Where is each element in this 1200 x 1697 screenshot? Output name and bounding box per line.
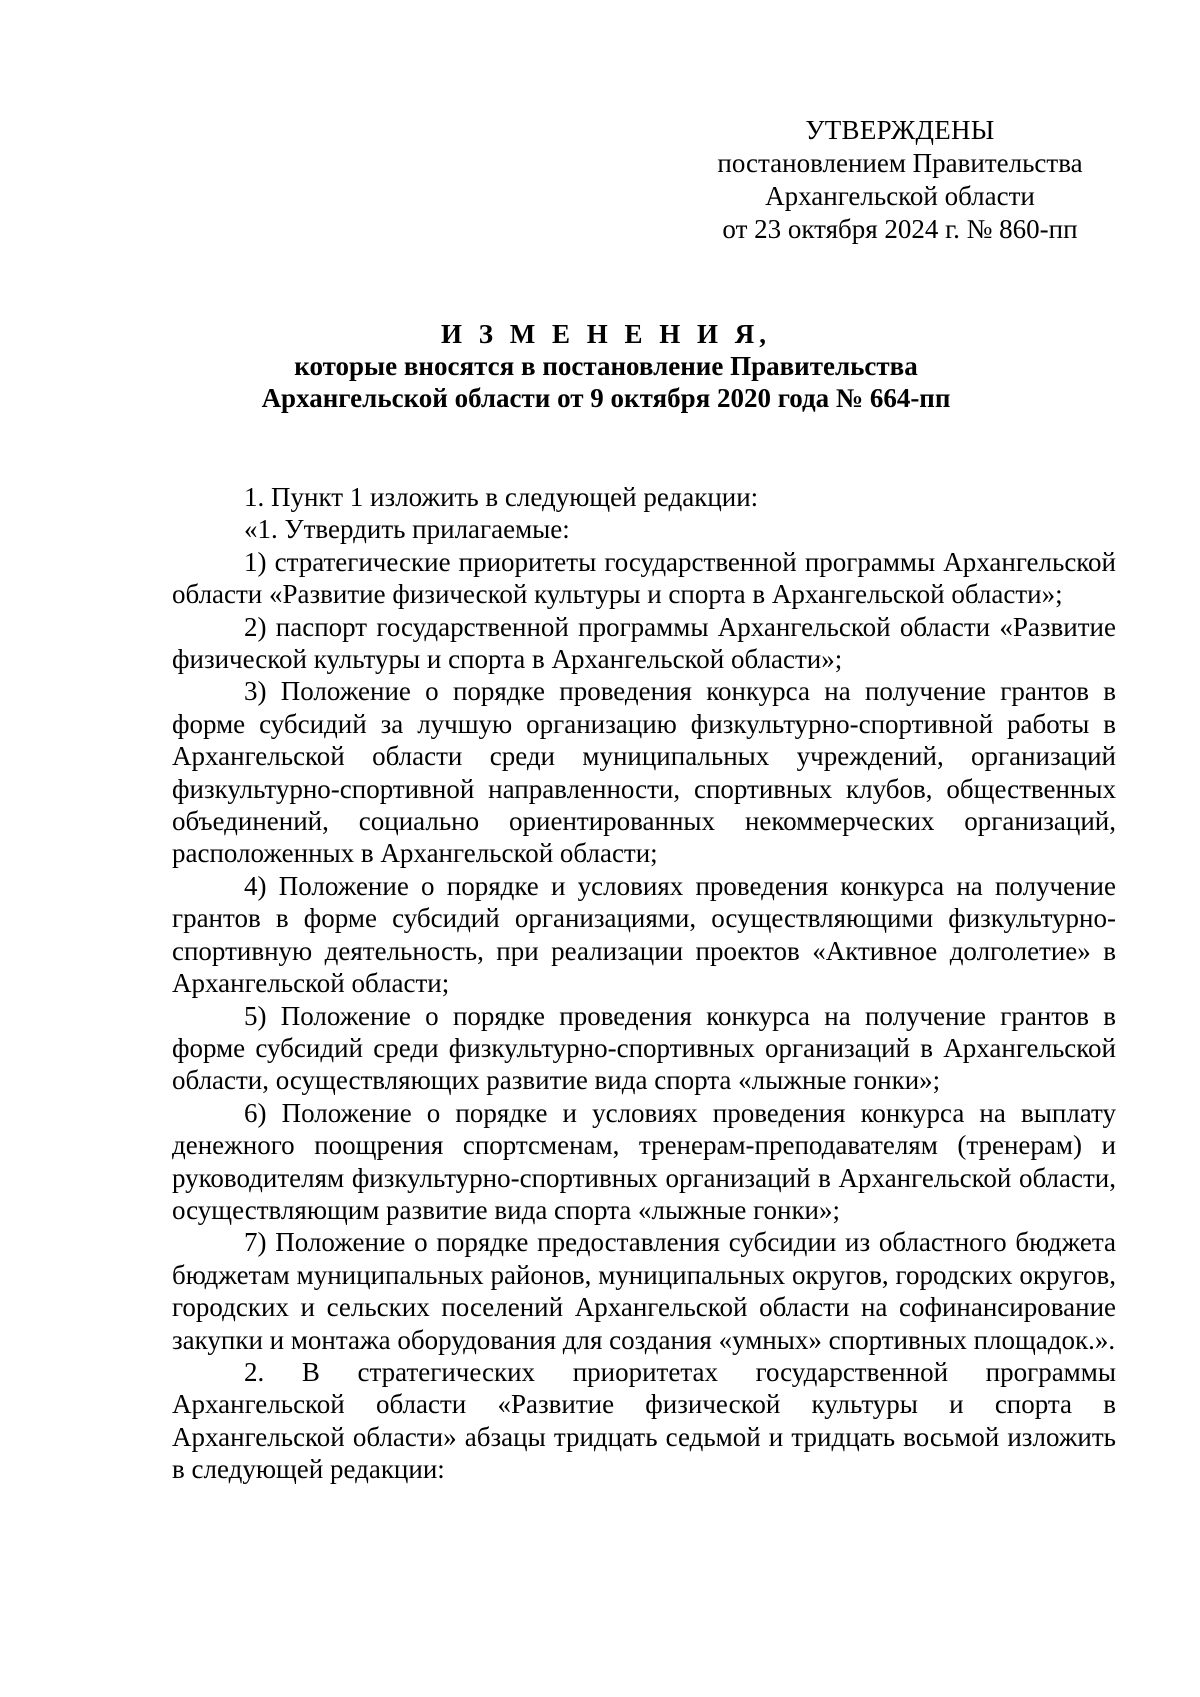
approval-block bbox=[700, 114, 1100, 246]
paragraph-10: 2. В стратегических приоритетах государственной программы Архангельской области «Развитие физической культуры и спорта в Архангельской области» абзацы тридцать седьмой и тридцать восьмой изложить в следующей редакции: bbox=[172, 1356, 1116, 1485]
approval-line-region: Архангельской области bbox=[765, 181, 1035, 211]
paragraph-5: 3) Положение о порядке проведения конкурса на получение грантов в форме субсидий за лучшую организацию физкультурно-спортивной работы в Архангельской области среди муниципальных учреждений, организаций физкультурно-спортивной направленности, спортивных клубов, общественных объединений, социально ориентированных некоммерческих организаций, расположенных в Архангельской области; bbox=[172, 676, 1116, 869]
approval-title: УТВЕРЖДЕНЫ bbox=[805, 115, 995, 145]
heading-reference: Архангельской области от 9 октября 2020 года № 664-пп bbox=[261, 383, 951, 413]
paragraph-4: 2) паспорт государственной программы Архангельской области «Развитие физической культуры и спорта в Архангельской области»; bbox=[172, 611, 1116, 675]
approval-line-decree: постановлением Правительства bbox=[717, 148, 1083, 178]
paragraph-8: 6) Положение о порядке и условиях проведения конкурса на выплату денежного поощрения спортсменам, тренерам-преподавателям (тренерам) и руководителям физкультурно-спортивных организаций в Архангельской области, осуществляющим развитие вида спорта «лыжные гонки»; bbox=[172, 1097, 1116, 1225]
paragraph-1: 1. Пункт 1 изложить в следующей редакции: bbox=[244, 482, 759, 512]
heading-subtitle: которые вносятся в постановление Правительства bbox=[294, 351, 918, 381]
document-body bbox=[172, 481, 1116, 1486]
document-heading bbox=[172, 318, 1040, 414]
paragraph-9: 7) Положение о порядке предоставления субсидии из областного бюджета бюджетам муниципальных районов, муниципальных округов, городских округов, городских и сельских поселений Архангельской области на софинансирование закупки и монтажа оборудования для создания «умных» спортивных площадок.». bbox=[172, 1227, 1116, 1355]
paragraph-3: 1) стратегические приоритеты государственной программы Архангельской области «Развитие физической культуры и спорта в Архангельской области»; bbox=[172, 546, 1116, 610]
heading-title: И З М Е Н Е Н И Я, bbox=[440, 319, 771, 349]
paragraph-6: 4) Положение о порядке и условиях проведения конкурса на получение грантов в форме субсидий организациями, осуществляющими физкультурно-спортивную деятельность, при реализации проектов «Активное долголетие» в Архангельской области; bbox=[172, 870, 1116, 999]
paragraph-7: 5) Положение о порядке проведения конкурса на получение грантов в форме субсидий среди физкультурно-спортивных организаций в Архангельской области, осуществляющих развитие вида спорта «лыжные гонки»; bbox=[172, 1000, 1116, 1096]
approval-line-date: от 23 октября 2024 г. № 860-пп bbox=[722, 214, 1078, 244]
paragraph-2: «1. Утвердить прилагаемые: bbox=[244, 514, 570, 545]
